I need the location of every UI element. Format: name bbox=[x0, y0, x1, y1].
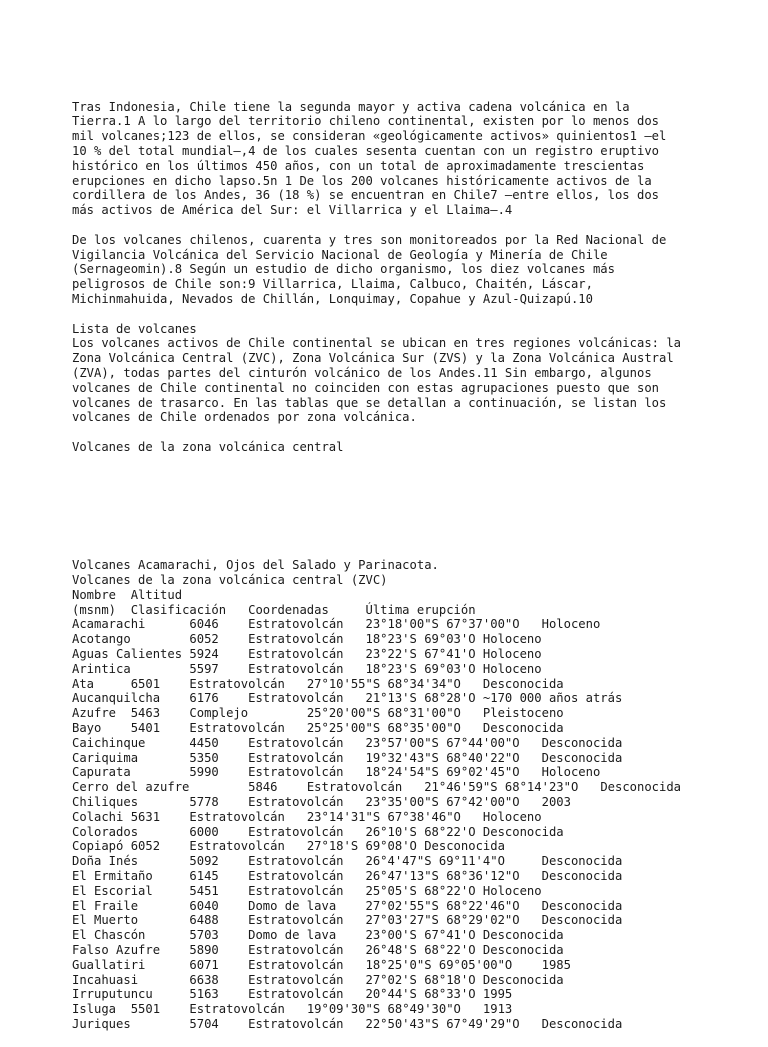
text-line: Tras Indonesia, Chile tiene la segunda mayor y activa cadena volcánica en la bbox=[72, 99, 630, 114]
table-line: Chiliques 5778 Estratovolcán 23°35'00"S 67°42'00"O 2003 bbox=[72, 795, 571, 810]
table-line: Isluga 5501 Estratovolcán 19°09'30"S 68°49'30"O 1913 bbox=[72, 1002, 513, 1017]
paragraph bbox=[72, 322, 752, 426]
text-line: (Sernageomin).8 Según un estudio de dicho organismo, los diez volcanes más bbox=[72, 262, 615, 277]
table-line: Volcanes Acamarachi, Ojos del Salado y Parinacota. bbox=[72, 558, 439, 573]
table-line: El Chascón 5703 Domo de lava 23°00'S 67°41'O Desconocida bbox=[72, 928, 564, 943]
text-line: erupciones en dicho lapso.5n 1 De los 200 volcanes históricamente activos de la bbox=[72, 173, 652, 188]
table-line: Caichinque 4450 Estratovolcán 23°57'00"S 67°44'00"O Desconocida bbox=[72, 735, 623, 750]
table-line: El Fraile 6040 Domo de lava 27°02'55"S 68°22'46"O Desconocida bbox=[72, 898, 623, 913]
table-line: Colachi 5631 Estratovolcán 23°14'31"S 67°38'46"O Holoceno bbox=[72, 809, 542, 824]
text-line: volcanes de Chile continental no coinciden con estas agrupaciones puesto que son bbox=[72, 380, 659, 395]
volcano-table-text bbox=[72, 558, 752, 1032]
text-line: más activos de América del Sur: el Villarrica y el Llaima—.4 bbox=[72, 203, 513, 218]
paragraph bbox=[72, 233, 752, 307]
table-line: Acamarachi 6046 Estratovolcán 23°18'00"S 67°37'00"O Holoceno bbox=[72, 617, 601, 632]
table-line: Bayo 5401 Estratovolcán 25°25'00"S 68°35'00"O Desconocida bbox=[72, 721, 564, 736]
document-paragraphs bbox=[72, 100, 752, 455]
table-line: El Ermitaño 6145 Estratovolcán 26°47'13"S 68°36'12"O Desconocida bbox=[72, 869, 623, 884]
table-line: Cariquima 5350 Estratovolcán 19°32'43"S 68°40'22"O Desconocida bbox=[72, 750, 623, 765]
text-line: Zona Volcánica Central (ZVC), Zona Volcánica Sur (ZVS) y la Zona Volcánica Austral bbox=[72, 351, 674, 366]
text-line: Vigilancia Volcánica del Servicio Nacional de Geología y Minería de Chile bbox=[72, 247, 608, 262]
text-line: cordillera de los Andes, 36 (18 %) se encuentran en Chile7 —entre ellos, los dos bbox=[72, 188, 659, 203]
text-line: mil volcanes;123 de ellos, se consideran «geológicamente activos» quinientos1 —el bbox=[72, 129, 667, 144]
table-line: Volcanes de la zona volcánica central (ZVC) bbox=[72, 573, 388, 588]
table-line: Copiapó 6052 Estratovolcán 27°18'S 69°08'O Desconocida bbox=[72, 839, 505, 854]
text-line: volcanes de Chile ordenados por zona volcánica. bbox=[72, 410, 417, 425]
table-line: Falso Azufre 5890 Estratovolcán 26°48'S 68°22'O Desconocida bbox=[72, 943, 564, 958]
text-line: Michinmahuida, Nevados de Chillán, Lonquimay, Copahue y Azul-Quizapú.10 bbox=[72, 291, 593, 306]
table-line: Colorados 6000 Estratovolcán 26°10'S 68°22'O Desconocida bbox=[72, 824, 564, 839]
text-line: volcanes de trasarco. En las tablas que se detallan a continuación, se listan los bbox=[72, 395, 667, 410]
text-line: peligrosos de Chile son:9 Villarrica, Llaima, Calbuco, Chaitén, Láscar, bbox=[72, 277, 593, 292]
paragraph-gap bbox=[72, 307, 752, 322]
table-line: Nombre Altitud bbox=[72, 587, 183, 602]
paragraph-gap bbox=[72, 218, 752, 233]
table-line: El Escorial 5451 Estratovolcán 25°05'S 68°22'O Holoceno bbox=[72, 883, 542, 898]
table-line: Aucanquilcha 6176 Estratovolcán 21°13'S 68°28'O ~170 000 años atrás bbox=[72, 691, 623, 706]
table-line: El Muerto 6488 Estratovolcán 27°03'27"S 68°29'02"O Desconocida bbox=[72, 913, 623, 928]
table-line: Aguas Calientes 5924 Estratovolcán 23°22'S 67°41'O Holoceno bbox=[72, 647, 542, 662]
table-line: Ata 6501 Estratovolcán 27°10'55"S 68°34'34"O Desconocida bbox=[72, 676, 564, 691]
table-line: Incahuasi 6638 Estratovolcán 27°02'S 68°18'O Desconocida bbox=[72, 972, 564, 987]
table-line: Doña Inés 5092 Estratovolcán 26°4'47"S 69°11'4"O Desconocida bbox=[72, 854, 623, 869]
table-line: Arintica 5597 Estratovolcán 18°23'S 69°03'O Holoceno bbox=[72, 661, 542, 676]
text-line: (ZVA), todas partes del cinturón volcánico de los Andes.11 Sin embargo, algunos bbox=[72, 365, 652, 380]
text-line: Tierra.1 A lo largo del territorio chileno continental, existen por lo menos dos bbox=[72, 114, 659, 129]
text-line: 10 % del total mundial—,4 de los cuales sesenta cuentan con un registro eruptivo bbox=[72, 143, 659, 158]
text-line: De los volcanes chilenos, cuarenta y tres son monitoreados por la Red Nacional de bbox=[72, 232, 667, 247]
text-line: histórico en los últimos 450 años, con un total de aproximadamente trescientas bbox=[72, 158, 645, 173]
text-line: Los volcanes activos de Chile continental se ubican en tres regiones volcánicas: la bbox=[72, 336, 682, 351]
table-line: Guallatiri 6071 Estratovolcán 18°25'0"S 69°05'00"O 1985 bbox=[72, 957, 571, 972]
table-line: Irruputuncu 5163 Estratovolcán 20°44'S 68°33'O 1995 bbox=[72, 987, 513, 1002]
blank-space bbox=[72, 484, 752, 528]
document-page bbox=[72, 70, 752, 1047]
paragraph bbox=[72, 440, 752, 455]
table-line: Acotango 6052 Estratovolcán 18°23'S 69°03'O Holoceno bbox=[72, 632, 542, 647]
text-line: Volcanes de la zona volcánica central bbox=[72, 439, 344, 454]
table-line: Azufre 5463 Complejo 25°20'00"S 68°31'00"O Pleistoceno bbox=[72, 706, 564, 721]
text-line: Lista de volcanes bbox=[72, 321, 197, 336]
paragraph-gap bbox=[72, 425, 752, 440]
table-line: Juriques 5704 Estratovolcán 22°50'43"S 67°49'29"O Desconocida bbox=[72, 1017, 623, 1031]
table-line: Capurata 5990 Estratovolcán 18°24'54"S 69°02'45"O Holoceno bbox=[72, 765, 601, 780]
table-line: Cerro del azufre 5846 Estratovolcán 21°46'59"S 68°14'23"O Desconocida bbox=[72, 780, 682, 795]
table-line: (msnm) Clasificación Coordenadas Última erupción bbox=[72, 602, 476, 617]
paragraph bbox=[72, 100, 752, 218]
